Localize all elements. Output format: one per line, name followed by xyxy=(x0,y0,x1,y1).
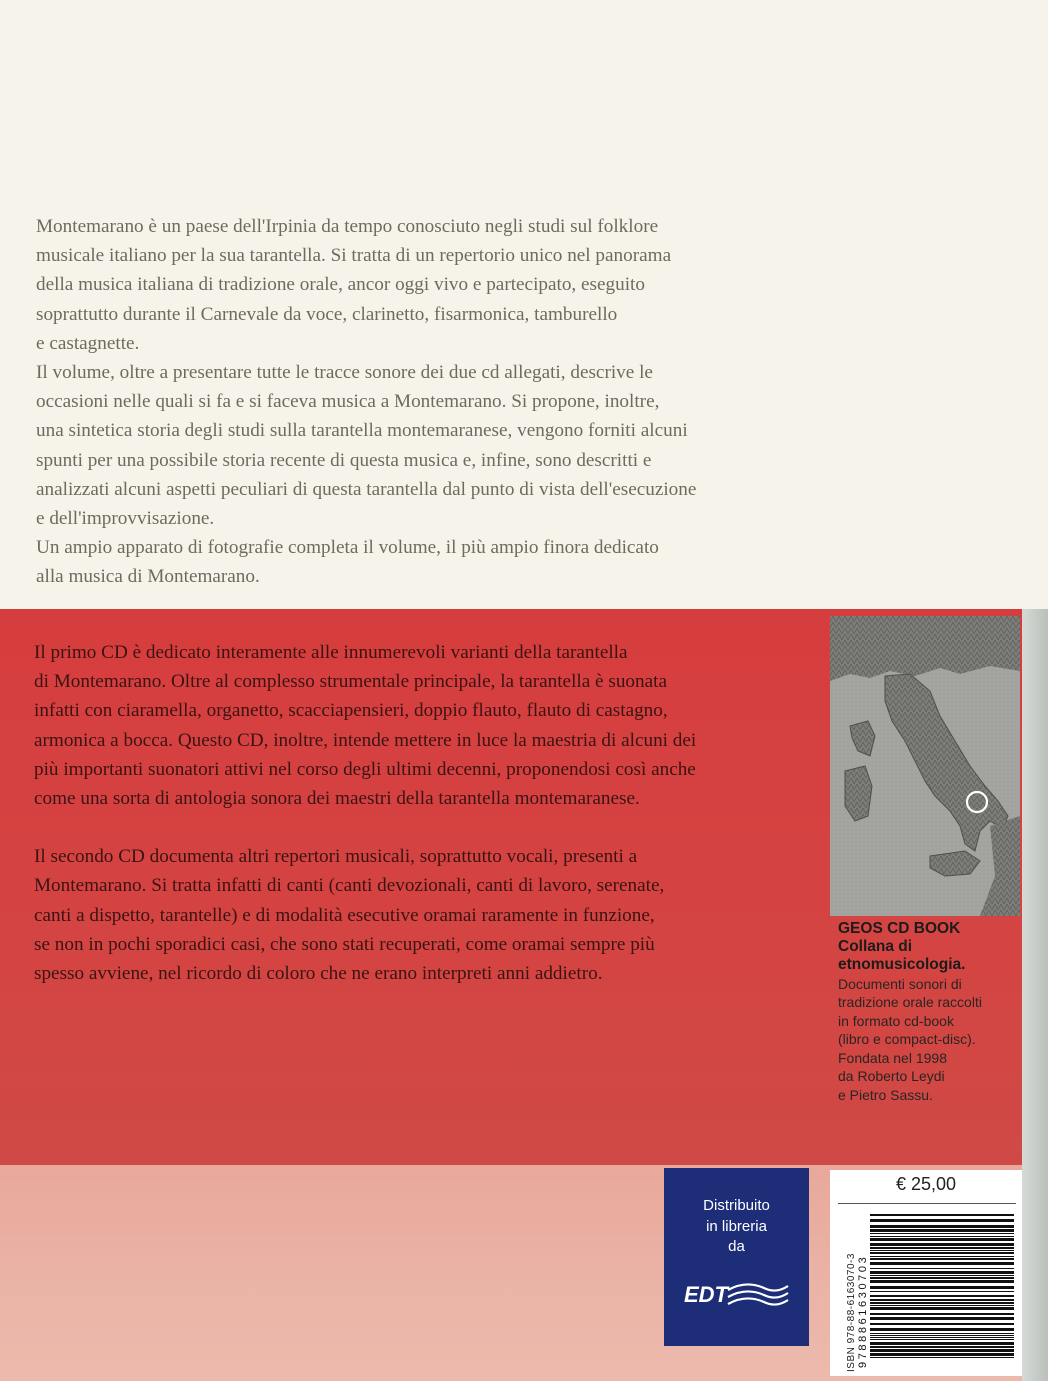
series-desc-line: Fondata nel 1998 xyxy=(838,1049,947,1066)
barcode-bar xyxy=(870,1313,1014,1315)
barcode-bar xyxy=(870,1342,1014,1345)
barcode-bar xyxy=(870,1305,1014,1306)
intro-line: della musica italiana di tradizione orale, ancor oggi vivo e partecipato, eseguito xyxy=(36,274,645,296)
series-title-line: Collana di xyxy=(838,938,913,956)
barcode-bar xyxy=(870,1236,1014,1237)
series-desc-line: Documenti sonori di xyxy=(838,975,962,992)
intro-line: soprattutto durante il Carnevale da voce, clarinetto, fisarmonica, tamburello xyxy=(36,303,618,325)
series-desc-line: in formato cd-book xyxy=(838,1012,954,1029)
distributor-line: Distribuito xyxy=(703,1197,770,1214)
barcode-bar xyxy=(870,1275,1014,1276)
cd1-line: Il primo CD è dedicato interamente alle innumerevoli varianti della tarantella xyxy=(34,642,628,663)
intro-line: occasioni nelle quali si fa e si faceva musica a Montemarano. Si propone, inoltre, xyxy=(36,391,660,413)
distributor-line: in libreria xyxy=(706,1217,767,1235)
barcode-bar xyxy=(870,1295,1014,1297)
cd2-line: canti a dispetto, tarantelle) e di modalità esecutive oramai raramente in funzione, xyxy=(34,904,655,926)
cd2-line: se non in pochi sporadici casi, che sono stati recuperati, come oramai sempre più xyxy=(34,933,655,955)
barcode-bar xyxy=(870,1349,1014,1352)
barcode-bar xyxy=(870,1214,1014,1216)
barcode-bar xyxy=(870,1307,1014,1310)
cd1-line: di Montemarano. Oltre al complesso strumentale principale, la tarantella è suonata xyxy=(34,671,667,693)
barcode-bar xyxy=(870,1333,1014,1334)
intro-line: Un ampio apparato di fotografie completa il volume, il più ampio finora dedicato xyxy=(36,537,659,559)
barcode-bar xyxy=(870,1357,1014,1358)
barcode-bar xyxy=(870,1256,1014,1257)
distributor-box xyxy=(664,1168,809,1346)
series-title xyxy=(838,920,1020,975)
intro-line: e castagnette. xyxy=(36,332,140,354)
intro-line: Il volume, oltre a presentare tutte le tracce sonore dei due cd allegati, descrive le xyxy=(36,362,653,384)
isbn-label: ISBN 978-88-6163070-3 xyxy=(846,1253,857,1372)
series-desc-line: da Roberto Leydi xyxy=(838,1068,945,1085)
intro-line: musicale italiano per la sua tarantella. Si tratta di un repertorio unico nel panorama xyxy=(36,245,672,267)
barcode-bar xyxy=(870,1323,1014,1325)
barcode-bar xyxy=(870,1252,1014,1254)
barcode-bar xyxy=(870,1271,1014,1274)
edt-logo-icon xyxy=(684,1276,792,1322)
cd1-line: armonica a bocca. Questo CD, inoltre, intende mettere in luce la maestria di alcuni dei xyxy=(34,729,697,751)
intro-line: una sintetica storia degli studi sulla tarantella montemaranese, vengono forniti alcuni xyxy=(36,420,688,442)
barcode-bar xyxy=(870,1229,1014,1232)
intro-line: spunti per una possibile storia recente di questa musica e, infine, sono descritti e xyxy=(36,449,652,471)
cd1-line: come una sorta di antologia sonora dei maestri della tarantella montemaranese. xyxy=(34,788,640,810)
barcode-bar xyxy=(870,1262,1014,1265)
barcode-bar xyxy=(870,1268,1014,1269)
italy-map-svg xyxy=(830,616,1020,916)
intro-line: Montemarano è un paese dell'Irpinia da tempo conosciuto negli studi sul folklore xyxy=(36,216,659,237)
barcode-bar xyxy=(870,1258,1014,1260)
series-title-line: etnomusicologia. xyxy=(838,956,966,974)
intro-line: e dell'improvvisazione. xyxy=(36,508,215,530)
italy-map-image xyxy=(830,616,1020,916)
barcode-icon xyxy=(856,1210,1014,1372)
barcode-bar xyxy=(870,1233,1014,1234)
cd1-line: infatti con ciaramella, organetto, scacciapensieri, doppio flauto, flauto di castagno, xyxy=(34,700,668,722)
edt-logo-text: EDT xyxy=(684,1282,728,1307)
cd2-line: Il secondo CD documenta altri repertori musicali, soprattutto vocali, presenti a xyxy=(34,846,638,868)
distributor-text xyxy=(664,1196,809,1258)
series-info xyxy=(838,920,1020,1104)
barcode-bar xyxy=(870,1250,1014,1251)
barcode-bar xyxy=(870,1335,1014,1336)
barcode-bar xyxy=(870,1339,1014,1340)
barcode-bar xyxy=(870,1225,1014,1228)
series-desc-line: tradizione orale raccolti xyxy=(838,994,982,1011)
barcode-bar xyxy=(870,1328,1014,1331)
barcode-bar xyxy=(870,1243,1014,1246)
series-description xyxy=(838,975,1020,1105)
cd-description xyxy=(34,638,824,1017)
series-desc-line: (libro e compact-disc). xyxy=(838,1031,976,1048)
cd1-paragraph xyxy=(34,638,824,813)
intro-text xyxy=(36,212,796,592)
series-title-line: GEOS CD BOOK xyxy=(838,920,961,937)
barcode-digits: 9788861630703 xyxy=(857,1254,869,1368)
cd2-paragraph xyxy=(34,842,824,988)
price-label: € 25,00 xyxy=(896,1174,957,1194)
barcode-bar xyxy=(870,1337,1014,1338)
barcode-bar xyxy=(870,1353,1014,1356)
cd2-line: Montemarano. Si tratta infatti di canti (canti devozionali, canti di lavoro, serenate, xyxy=(34,875,665,897)
barcode-bar xyxy=(870,1291,1014,1292)
barcode-bar xyxy=(870,1219,1014,1222)
divider xyxy=(838,1203,1016,1204)
cd1-line: più importanti suonatori attivi nel corso degli ultimi decenni, proponendosi così anche xyxy=(34,758,696,780)
spine-strip xyxy=(1022,609,1048,1381)
distributor-line: da xyxy=(728,1238,745,1255)
cd2-line: spesso avviene, nel ricordo di coloro che ne erano interpreti anni addietro. xyxy=(34,963,603,985)
barcode-bar xyxy=(870,1302,1014,1304)
barcode-bar xyxy=(870,1247,1014,1249)
barcode-bar xyxy=(870,1277,1014,1279)
barcode-bar xyxy=(870,1238,1014,1241)
barcode-bar xyxy=(870,1299,1014,1301)
intro-line: alla musica di Montemarano. xyxy=(36,566,260,588)
barcode-bar xyxy=(870,1280,1014,1283)
intro-line: analizzati alcuni aspetti peculiari di questa tarantella dal punto di vista dell'esecuzione xyxy=(36,478,697,500)
series-desc-line: e Pietro Sassu. xyxy=(838,1086,933,1103)
barcode-bar xyxy=(870,1346,1014,1348)
barcode-bar xyxy=(870,1317,1014,1320)
barcode-bar xyxy=(870,1286,1014,1289)
